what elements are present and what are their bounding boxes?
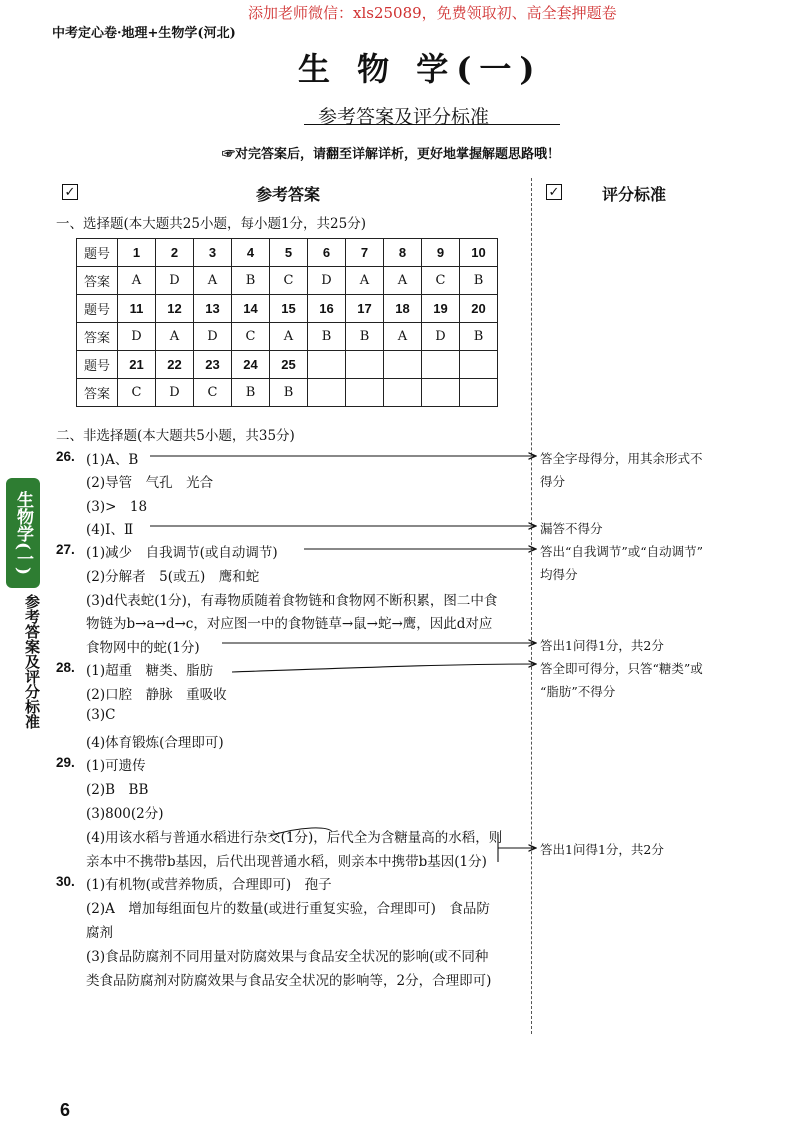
checkbox-icon: ✓ <box>546 184 562 200</box>
answer-line: (2)分解者 5(或五) 鹰和蛇 <box>86 569 260 585</box>
table-cell: 3 <box>194 239 232 267</box>
table-cell: 8 <box>384 239 422 267</box>
answer-line: 类食品防腐剂对防腐效果与食品安全状况的影响等，2分，合理即可) <box>86 973 492 989</box>
table-cell: D <box>422 323 460 351</box>
arrow-line <box>232 664 536 672</box>
table-cell: A <box>118 267 156 295</box>
scoring-note: 得分 <box>540 474 566 489</box>
scoring-note: 答全即可得分，只答“糖类”或 <box>540 661 703 676</box>
table-cell: A <box>384 267 422 295</box>
answer-line: (1)有机物(或营养物质，合理即可) 孢子 <box>86 877 332 893</box>
table-cell: B <box>460 323 498 351</box>
side-label: 参考答案及评分标准 <box>23 594 41 729</box>
table-cell: 20 <box>460 295 498 323</box>
table-cell: D <box>156 267 194 295</box>
page-subtitle: 参考答案及评分标准 <box>318 106 490 128</box>
scoring-note: 漏答不得分 <box>540 521 603 536</box>
answer-line: (1)超重 糖类、脂肪 <box>86 663 214 679</box>
table-cell: 2 <box>156 239 194 267</box>
table-cell: 6 <box>308 239 346 267</box>
answer-line: (2)B BB <box>86 782 149 798</box>
table-cell: 24 <box>232 351 270 379</box>
answer-line: (1)可遗传 <box>86 758 146 774</box>
answer-line: (2)口腔 静脉 重吸收 <box>86 687 227 703</box>
answer-line: (2)导管 气孔 光合 <box>86 475 214 491</box>
question-number: 28. <box>56 660 75 675</box>
scoring-note: 答全字母得分，用其余形式不 <box>540 451 703 466</box>
table-cell: 21 <box>118 351 156 379</box>
table-cell: 答案 <box>77 379 118 407</box>
table-cell: 题号 <box>77 239 118 267</box>
table-cell: 5 <box>270 239 308 267</box>
table-cell: 19 <box>422 295 460 323</box>
answer-line: (4)Ⅰ、Ⅱ <box>86 522 134 538</box>
table-cell: 25 <box>270 351 308 379</box>
table-cell: 11 <box>118 295 156 323</box>
table-cell: C <box>232 323 270 351</box>
table-cell: A <box>270 323 308 351</box>
answers-column-heading: 参考答案 <box>256 185 321 204</box>
side-tab: 生物学(一) <box>6 478 40 588</box>
page-number: 6 <box>60 1100 71 1120</box>
answer-line: (1)A、B <box>86 452 139 468</box>
scoring-column-heading: 评分标准 <box>602 185 667 204</box>
table-cell: D <box>308 267 346 295</box>
answer-line: (3)食品防腐剂不同用量对防腐效果与食品安全状况的影响(或不同种 <box>86 949 489 965</box>
checkbox-icon: ✓ <box>62 184 78 200</box>
table-cell: A <box>346 267 384 295</box>
table-cell: B <box>308 323 346 351</box>
question-number: 27. <box>56 542 75 557</box>
table-cell: B <box>232 379 270 407</box>
table-cell: C <box>422 267 460 295</box>
section-2-heading: 二、非选择题(本大题共5小题，共35分) <box>56 428 295 444</box>
answer-line: 物链为b→a→d→c，对应图一中的食物链草→鼠→蛇→鹰，因此d对应 <box>86 616 493 632</box>
table-cell: 答案 <box>77 323 118 351</box>
answer-line: (1)减少 自我调节(或自动调节) <box>86 545 278 561</box>
answer-line: 亲本中不携带b基因，后代出现普通水稻，则亲本中携带b基因(1分) <box>86 854 487 870</box>
table-cell: 题号 <box>77 351 118 379</box>
table-cell: 13 <box>194 295 232 323</box>
table-cell: 10 <box>460 239 498 267</box>
table-cell: D <box>194 323 232 351</box>
table-cell: B <box>346 323 384 351</box>
table-cell: 18 <box>384 295 422 323</box>
scoring-note: “脂肪”不得分 <box>540 684 616 699</box>
answer-line: (3)800(2分) <box>86 806 164 822</box>
table-cell: C <box>194 379 232 407</box>
answer-line: 食物网中的蛇(1分) <box>86 640 200 656</box>
answer-line: 腐剂 <box>86 925 113 941</box>
table-cell: 15 <box>270 295 308 323</box>
table-cell: 9 <box>422 239 460 267</box>
scoring-note: 答出“自我调节”或“自动调节” <box>540 544 704 559</box>
answer-line: (3)> 18 <box>86 499 148 515</box>
answer-line: (2)A 增加每组面包片的数量(或进行重复实验，合理即可) 食品防 <box>86 901 490 917</box>
table-cell: D <box>118 323 156 351</box>
scoring-note: 答出1问得1分，共2分 <box>540 842 664 857</box>
table-cell: C <box>118 379 156 407</box>
answer-line: (4)体育锻炼(合理即可) <box>86 735 224 751</box>
table-cell: D <box>156 379 194 407</box>
table-cell: 23 <box>194 351 232 379</box>
table-cell: 题号 <box>77 295 118 323</box>
table-cell: 4 <box>232 239 270 267</box>
answer-line: (4)用该水稻与普通水稻进行杂交(1分)，后代全为含糖量高的水稻，则 <box>86 830 503 846</box>
scoring-note: 答出1问得1分，共2分 <box>540 638 664 653</box>
table-cell: 16 <box>308 295 346 323</box>
table-cell: C <box>270 267 308 295</box>
table-cell: B <box>270 379 308 407</box>
page-title: 生 物 学(一) <box>298 50 543 88</box>
table-cell: 22 <box>156 351 194 379</box>
table-cell: A <box>194 267 232 295</box>
table-cell: 12 <box>156 295 194 323</box>
table-cell: B <box>460 267 498 295</box>
hint-text: ☞对完答案后，请翻至详解详析，更好地掌握解题思路哦！ <box>222 147 561 162</box>
scoring-note: 均得分 <box>540 567 578 582</box>
table-cell: A <box>384 323 422 351</box>
table-cell: 7 <box>346 239 384 267</box>
question-number: 30. <box>56 874 75 889</box>
table-cell: 答案 <box>77 267 118 295</box>
table-cell: 17 <box>346 295 384 323</box>
answer-line: (3)d代表蛇(1分)，有毒物质随着食物链和食物网不断积累，图二中食 <box>86 593 498 609</box>
table-cell: 1 <box>118 239 156 267</box>
table-cell: B <box>232 267 270 295</box>
table-cell: 14 <box>232 295 270 323</box>
question-number: 29. <box>56 755 75 770</box>
answer-line: (3)C <box>86 707 116 723</box>
section-1-heading: 一、选择题(本大题共25小题，每小题1分，共25分) <box>56 216 366 232</box>
question-number: 26. <box>56 449 75 464</box>
table-cell: A <box>156 323 194 351</box>
running-header: 中考定心卷·地理+生物学(河北) <box>52 26 236 41</box>
watermark-text: 添加老师微信：xls25089，免费领取初、高全套押题卷 <box>248 4 617 22</box>
